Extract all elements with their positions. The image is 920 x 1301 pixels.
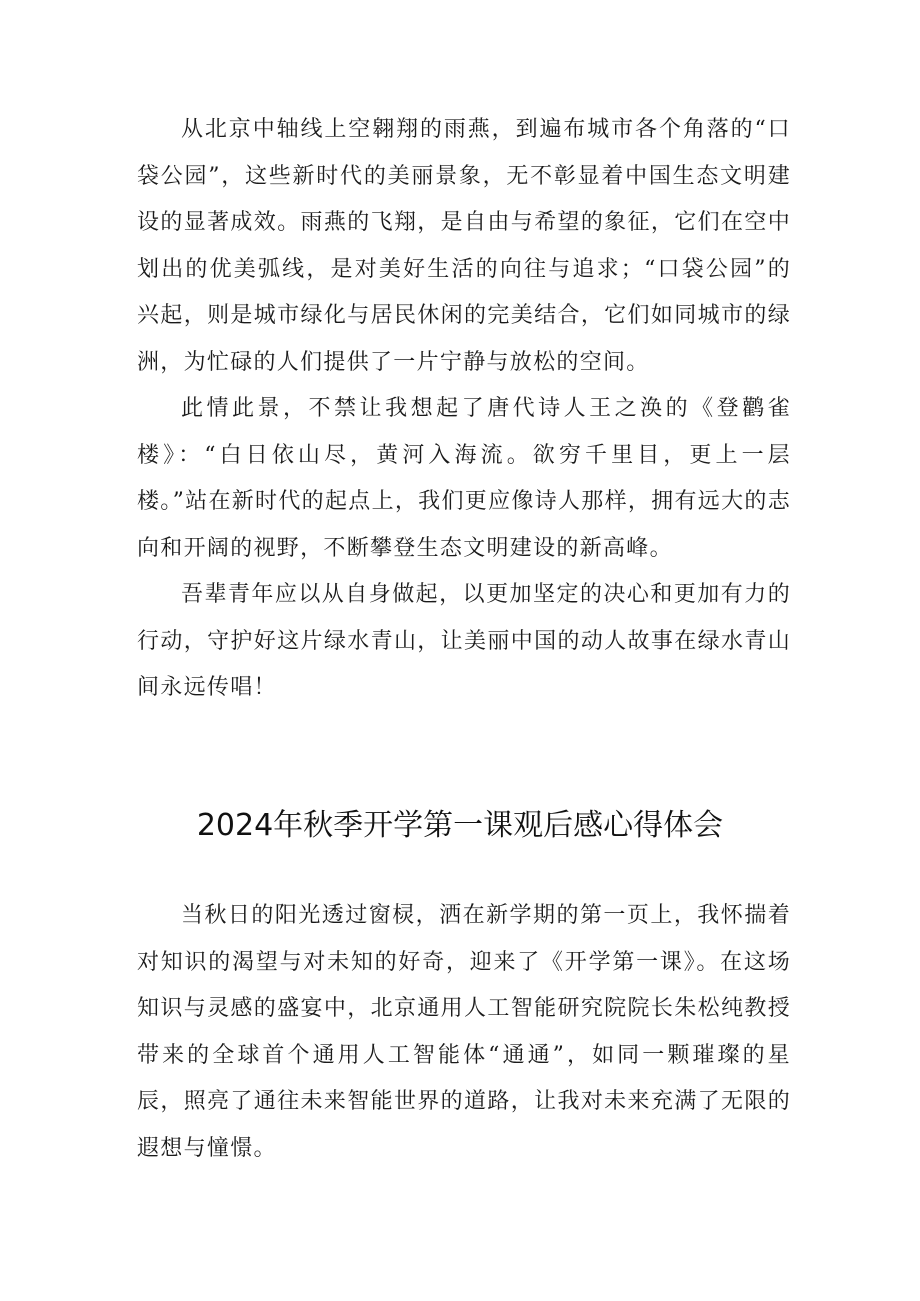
paragraph-youth-call: 吾辈青年应以从自身做起，以更加坚定的决心和更加有力的行动，守护好这片绿水青山，让美丽中国的动人故事在绿水青山间永远传唱！ <box>137 582 791 700</box>
essay-title: 2024年秋季开学第一课观后感心得体会 <box>196 808 724 843</box>
essay-body-new <box>137 893 791 1172</box>
paragraph-first-lesson: 当秋日的阳光透过窗棂，洒在新学期的第一页上，我怀揣着对知识的渴望与对未知的好奇，迎来了《开学第一课》。在这场知识与灵感的盛宴中，北京通用人工智能研究院院长朱松纯教授带来的全球首个通用人工智能体“通通”，如同一颗璀璨的星辰，照亮了通往未来智能世界的道路，让我对未来充满了无限的遐想与憧憬。 <box>137 903 791 1161</box>
essay-body-previous <box>137 107 791 712</box>
paragraph-poem-reference: 此情此景，不禁让我想起了唐代诗人王之涣的《登鹳雀楼》：“白日依山尽，黄河入海流。欲穷千里目，更上一层楼。”站在新时代的起点上，我们更应像诗人那样，拥有远大的志向和开阔的视野，不断攀登生态文明建设的新高峰。 <box>137 396 791 561</box>
paragraph-swifts-and-parks: 从北京中轴线上空翱翔的雨燕，到遍布城市各个角落的“口袋公园”，这些新时代的美丽景象，无不彰显着中国生态文明建设的显著成效。雨燕的飞翔，是自由与希望的象征，它们在空中划出的优美弧线，是对美好生活的向往与追求；“口袋公园”的兴起，则是城市绿化与居民休闲的完美结合，它们如同城市的绿洲，为忙碌的人们提供了一片宁静与放松的空间。 <box>137 117 791 375</box>
